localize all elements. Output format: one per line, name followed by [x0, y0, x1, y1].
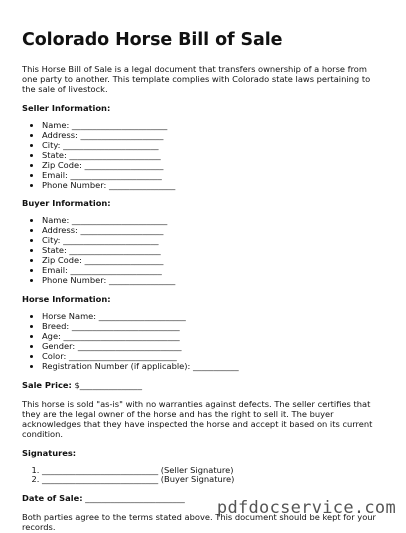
seller-email-field: • Email: ______________________	[42, 171, 384, 181]
horse-name-field: • Horse Name: _____________________	[42, 312, 384, 322]
horse-gender-field: • Gender: _________________________	[42, 342, 384, 352]
buyer-heading: Buyer Information:	[22, 198, 111, 209]
seller-state-field: • State: ______________________	[42, 151, 384, 161]
buyer-address-field: • Address: ____________________	[42, 226, 384, 236]
seller-fields	[22, 121, 384, 191]
seller-city-field: • City: _______________________	[42, 141, 384, 151]
sale-price-line	[22, 381, 384, 391]
horse-registration-field: • Registration Number (if applicable): ___________	[42, 362, 384, 372]
seller-heading: Seller Information:	[22, 102, 111, 113]
horse-fields	[22, 312, 384, 372]
horse-breed-field: • Breed: __________________________	[42, 322, 384, 332]
buyer-fields	[22, 216, 384, 286]
signature-lines	[22, 466, 384, 486]
date-of-sale-value: ________________________	[85, 493, 185, 504]
signatures-heading: Signatures:	[22, 447, 77, 458]
buyer-email-field: • Email: ______________________	[42, 266, 384, 276]
seller-signature-line: 1. ____________________________ (Seller Signature)	[42, 466, 384, 476]
horse-heading: Horse Information:	[22, 294, 111, 305]
watermark: pdfdocservice.com	[216, 497, 396, 518]
buyer-name-field: • Name: _______________________	[42, 216, 384, 226]
buyer-state-field: • State: ______________________	[42, 246, 384, 256]
seller-phone-field: • Phone Number: ________________	[42, 181, 384, 191]
sale-price-label: Sale Price:	[22, 379, 72, 390]
buyer-city-field: • City: _______________________	[42, 236, 384, 246]
buyer-zip-field: • Zip Code: ___________________	[42, 256, 384, 266]
buyer-phone-field: • Phone Number: ________________	[42, 276, 384, 286]
intro-paragraph: This Horse Bill of Sale is a legal document that transfers ownership of a horse from one party to another. This template complies with Colorado state laws pertaining to the sale of livestock.	[22, 64, 371, 94]
seller-address-field: • Address: ____________________	[42, 131, 384, 141]
date-of-sale-label: Date of Sale:	[22, 493, 83, 504]
as-is-paragraph: This horse is sold "as-is" with no warranties against defects. The seller certifies that they are the legal owner of the horse and has the right to sell it. The buyer acknowledges that they have inspected the horse and accept it based on its current condition.	[22, 398, 373, 439]
sale-price-value: $_______________	[74, 379, 142, 390]
seller-zip-field: • Zip Code: ___________________	[42, 161, 384, 171]
horse-age-field: • Age: ____________________________	[42, 332, 384, 342]
horse-color-field: • Color: __________________________	[42, 352, 384, 362]
seller-name-field: • Name: _______________________	[42, 121, 384, 131]
document-title: Colorado Horse Bill of Sale	[22, 30, 283, 50]
closing-paragraph: Both parties agree to the terms stated above. This document should be kept for your records.	[22, 512, 376, 533]
buyer-signature-line: 2. ____________________________ (Buyer Signature)	[42, 475, 384, 485]
